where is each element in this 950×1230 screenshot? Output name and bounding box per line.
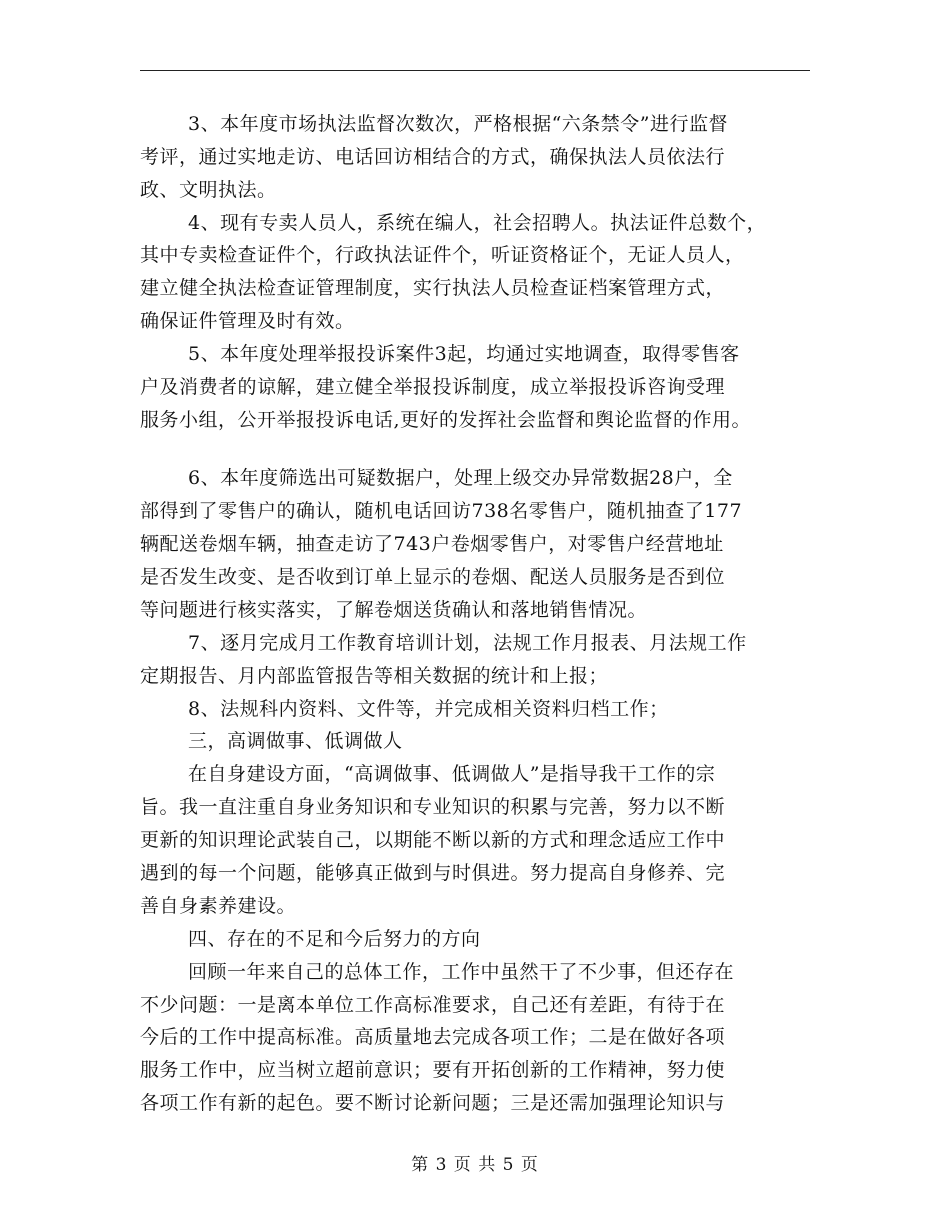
- paragraph-line: 旨。我一直注重自身业务知识和专业知识的积累与完善，努力以不断: [140, 796, 726, 818]
- paragraph-line: 建立健全执法检查证管理制度，实行执法人员检查证档案管理方式，: [140, 277, 726, 299]
- section-heading: 四、存在的不足和今后努力的方向: [188, 928, 481, 950]
- paragraph-line: 不少问题：一是离本单位工作高标准要求，自己还有差距，有待于在: [140, 994, 726, 1016]
- paragraph-line: 确保证件管理及时有效。: [140, 310, 355, 332]
- paragraph-line: 服务小组，公开举报投诉电话,更好的发挥社会监督和舆论监督的作用。: [140, 409, 752, 431]
- section-heading: 三，高调做事、低调做人: [188, 730, 403, 752]
- paragraph-line: 5、本年度处理举报投诉案件3起，均通过实地调查，取得零售客: [188, 343, 740, 365]
- paragraph-line: 其中专卖检查证件个，行政执法证件个，听证资格证个，无证人员人，: [140, 244, 745, 266]
- paragraph-line: 3、本年度市场执法监督次数次，严格根据“六条禁令”进行监督: [188, 113, 729, 135]
- paragraph-line: 是否发生改变、是否收到订单上显示的卷烟、配送人员服务是否到位: [140, 566, 726, 588]
- paragraph-line: 各项工作有新的起色。要不断讨论新问题；三是还需加强理论知识与: [140, 1092, 726, 1114]
- paragraph-line: 更新的知识理论武装自己，以期能不断以新的方式和理念适应工作中: [140, 829, 726, 851]
- paragraph-line: 辆配送卷烟车辆，抽查走访了743户卷烟零售户，对零售户经营地址: [140, 533, 724, 555]
- paragraph-line: 7、逐月完成月工作教育培训计划，法规工作月报表、月法规工作: [188, 632, 747, 654]
- paragraph-line: 服务工作中，应当树立超前意识；要有开拓创新的工作精神，努力使: [140, 1059, 726, 1081]
- paragraph-line: 4、现有专卖人员人，系统在编人，社会招聘人。执法证件总数个，: [188, 212, 767, 234]
- paragraph-line: 等问题进行核实落实，了解卷烟送货确认和落地销售情况。: [140, 599, 648, 621]
- paragraph-line: 回顾一年来自己的总体工作，工作中虽然干了不少事，但还存在: [188, 961, 735, 983]
- paragraph-line: 今后的工作中提高标准。高质量地去完成各项工作；二是在做好各项: [140, 1026, 726, 1048]
- paragraph-line: 6、本年度筛选出可疑数据户，处理上级交办异常数据28户，全: [188, 467, 733, 489]
- paragraph-line: 定期报告、月内部监管报告等相关数据的统计和上报；: [140, 665, 609, 687]
- paragraph-line: 8、法规科内资料、文件等，并完成相关资料归档工作；: [188, 698, 669, 720]
- page-number-footer: 第 3 页 共 5 页: [411, 1155, 539, 1175]
- paragraph-line: 部得到了零售户的确认，随机电话回访738名零售户，随机抽查了177: [140, 500, 743, 522]
- paragraph-line: 考评，通过实地走访、电话回访相结合的方式，确保执法人员依法行: [140, 146, 726, 168]
- paragraph-line: 善自身素养建设。: [140, 895, 297, 917]
- paragraph-line: 遇到的每一个问题，能够真正做到与时俱进。努力提高自身修养、完: [140, 862, 726, 884]
- paragraph-line: 在自身建设方面，“高调做事、低调做人”是指导我干工作的宗: [188, 763, 716, 785]
- paragraph-line: 户及消费者的谅解，建立健全举报投诉制度，成立举报投诉咨询受理: [140, 376, 726, 398]
- paragraph-line: 政、文明执法。: [140, 179, 277, 201]
